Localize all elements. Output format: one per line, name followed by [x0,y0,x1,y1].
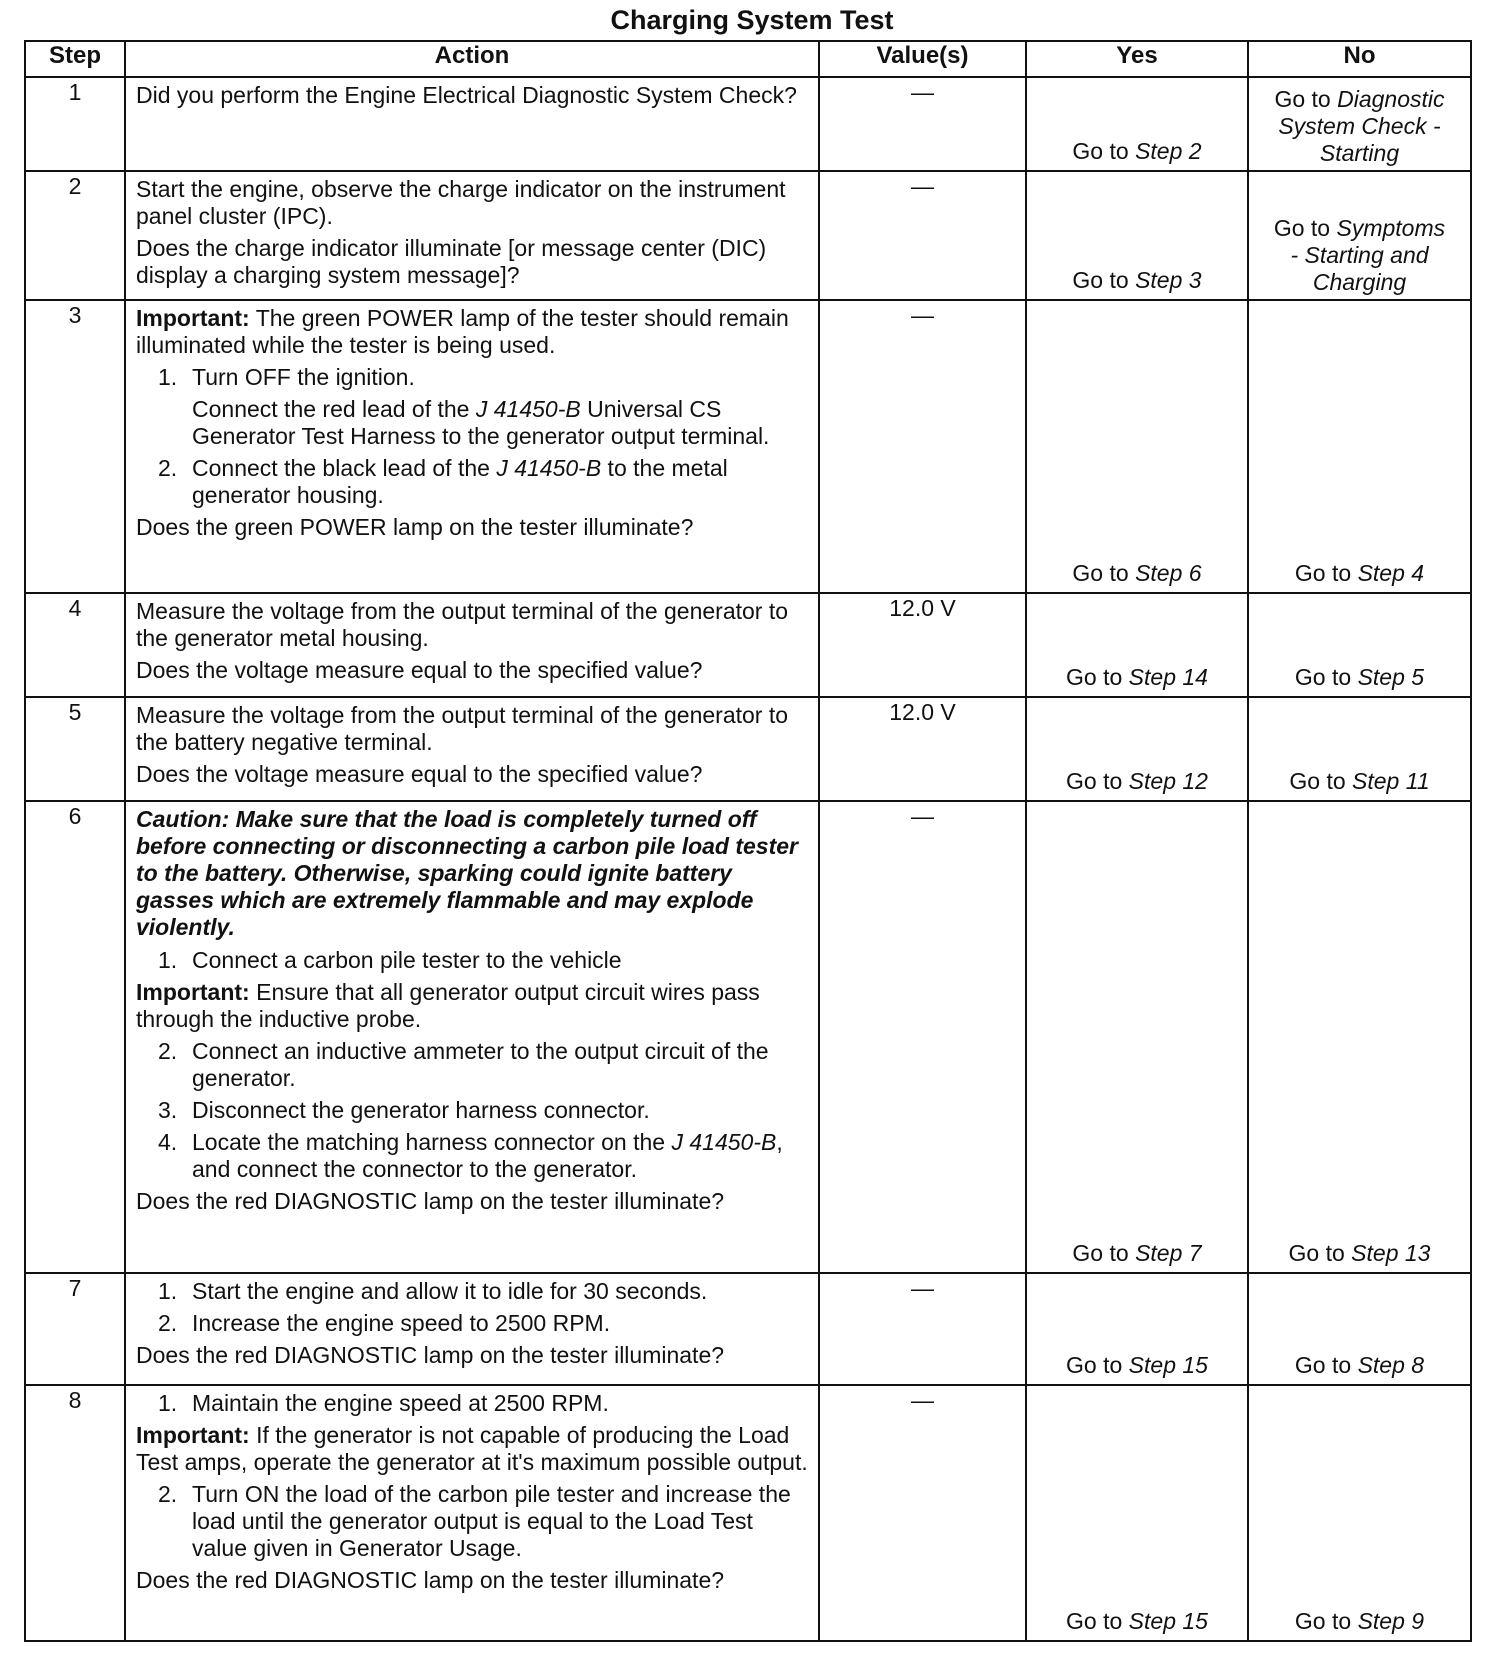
no-cell [1248,77,1471,171]
goto-target: Step 15 [1128,1352,1208,1378]
page-title: Charging System Test [610,5,894,35]
action-question: Does the voltage measure equal to the specified value? [136,761,703,787]
step-number: 4 [25,593,125,697]
value-cell: — [819,1385,1026,1641]
list-item: 3. Disconnect the generator harness connector. [158,1097,650,1123]
value-cell: 12.0 V [819,697,1026,801]
step-number: 5 [25,697,125,801]
action-question: Does the red DIAGNOSTIC lamp on the tester illuminate? [136,1567,725,1593]
goto-target: Step 5 [1357,664,1425,690]
table-row-step-2 [25,171,1471,300]
important-note: Important: Ensure that all generator output circuit wires pass through the inductive probe. [136,979,760,1032]
list-item: 1. Start the engine and allow it to idle for 30 seconds. [158,1278,708,1304]
no-cell [1248,593,1471,697]
goto-prefix: Go to [1273,215,1331,241]
goto-target: Symptoms [1336,215,1446,241]
goto-prefix: Go to [1294,1608,1352,1634]
list-item: 1. Connect a carbon pile tester to the vehicle [158,947,622,973]
value-cell: — [819,1273,1026,1385]
action-question: Does the voltage measure equal to the specified value? [136,657,703,683]
table-header-row [25,41,1471,77]
yes-cell [1026,1273,1248,1385]
goto-prefix: Go to [1072,267,1129,293]
caution-note: Caution: Make sure that the load is completely turned off before connecting or disconnecting a carbon pile load tester to the battery. Otherwise, sparking could ignite battery gasses which are extremely flammable and may explode violently. [136,806,799,940]
goto-target: Step 11 [1352,768,1430,794]
goto-prefix: Go to [1288,1240,1345,1266]
action-question: Does the red DIAGNOSTIC lamp on the tester illuminate? [136,1342,725,1368]
goto-prefix: Go to [1072,138,1129,164]
goto-prefix: Go to [1294,1352,1352,1378]
action-cell [125,593,819,697]
table-row-step-1 [25,77,1471,171]
goto-target: Diagnostic [1337,86,1445,112]
goto-target: Step 15 [1128,1608,1208,1634]
table-row-step-5 [25,697,1471,801]
goto-target: Step 6 [1135,560,1202,586]
no-cell [1248,1385,1471,1641]
action-question: Does the green POWER lamp on the tester illuminate? [136,514,694,540]
value-cell: — [819,300,1026,593]
goto-prefix: Go to [1066,1608,1123,1634]
goto-target: Step 9 [1357,1608,1425,1634]
action-question: Does the red DIAGNOSTIC lamp on the tester illuminate? [136,1188,725,1214]
goto-prefix: Go to [1066,664,1123,690]
goto-target-line: - Starting and [1290,242,1429,268]
list-item: 4. Locate the matching harness connector on the J 41450-B, and connect the connector to the generator. [158,1129,783,1182]
goto-prefix: Go to [1072,1240,1129,1266]
step-number: 2 [25,171,125,300]
list-item-detail: Connect the red lead of the J 41450-B Universal CS Generator Test Harness to the generator output terminal. [192,396,770,449]
charging-system-test-table [24,40,1472,1642]
goto-target: Step 2 [1135,138,1202,164]
table-row-step-7 [25,1273,1471,1385]
important-note: Important: The green POWER lamp of the tester should remain illuminated while the tester is being used. [136,305,789,358]
no-cell [1248,697,1471,801]
action-text: Start the engine, observe the charge indicator on the instrument panel cluster (IPC). [136,176,786,229]
list-item: 1. Maintain the engine speed at 2500 RPM. [158,1390,609,1416]
yes-cell [1026,171,1248,300]
goto-target-line: System Check - [1278,113,1441,139]
no-cell [1248,801,1471,1273]
yes-cell [1026,801,1248,1273]
step-number: 1 [25,77,125,171]
step-number: 7 [25,1273,125,1385]
list-item: 2. Turn ON the load of the carbon pile tester and increase the load until the generator output is equal to the Load Test value given in Generator Usage. [158,1481,791,1561]
goto-target-line: Starting [1319,140,1400,166]
goto-target: Step 12 [1128,768,1208,794]
goto-prefix: Go to [1294,664,1352,690]
table-row-step-3 [25,300,1471,593]
no-cell [1248,1273,1471,1385]
yes-cell [1026,593,1248,697]
yes-cell [1026,77,1248,171]
goto-target: Step 8 [1357,1352,1425,1378]
list-item: 2. Increase the engine speed to 2500 RPM. [158,1310,611,1336]
action-text: Measure the voltage from the output terminal of the generator to the generator metal housing. [136,598,789,651]
goto-prefix: Go to [1274,86,1331,112]
no-cell [1248,171,1471,300]
important-note: Important: If the generator is not capable of producing the Load Test amps, operate the generator at it's maximum possible output. [136,1422,808,1475]
goto-target: Step 13 [1351,1240,1431,1266]
yes-cell [1026,697,1248,801]
action-text: Did you perform the Engine Electrical Diagnostic System Check? [136,82,797,108]
goto-prefix: Go to [1289,768,1346,794]
action-cell [125,801,819,1273]
no-cell [1248,300,1471,593]
action-cell [125,1273,819,1385]
yes-cell [1026,1385,1248,1641]
list-item: 2. Connect an inductive ammeter to the output circuit of the generator. [158,1038,769,1091]
goto-prefix: Go to [1066,768,1123,794]
value-cell: — [819,801,1026,1273]
goto-prefix: Go to [1294,560,1352,586]
goto-prefix: Go to [1072,560,1129,586]
table-row-step-8 [25,1385,1471,1641]
action-cell [125,1385,819,1641]
table-row-step-6 [25,801,1471,1273]
list-item: 1. Turn OFF the ignition. [158,364,415,390]
goto-prefix: Go to [1066,1352,1123,1378]
table-row-step-4 [25,593,1471,697]
goto-target-line: Charging [1312,269,1407,295]
action-text: Measure the voltage from the output terminal of the generator to the battery negative terminal. [136,702,789,755]
column-header-values: Value(s) [819,41,1026,77]
list-item: 2. Connect the black lead of the J 41450-B to the metal generator housing. [158,455,728,508]
step-number: 6 [25,801,125,1273]
action-cell [125,171,819,300]
column-header-step: Step [25,41,125,77]
action-cell [125,77,819,171]
column-header-action: Action [125,41,819,77]
yes-cell [1026,300,1248,593]
action-cell [125,697,819,801]
column-header-no: No [1248,41,1471,77]
goto-target: Step 4 [1357,560,1425,586]
goto-target: Step 7 [1135,1240,1202,1266]
value-cell: — [819,77,1026,171]
goto-target: Step 3 [1135,267,1202,293]
step-number: 3 [25,300,125,593]
column-header-yes: Yes [1026,41,1248,77]
step-number: 8 [25,1385,125,1641]
action-cell [125,300,819,593]
action-question: Does the charge indicator illuminate [or message center (DIC) display a charging system message]? [136,235,767,288]
value-cell: 12.0 V [819,593,1026,697]
value-cell: — [819,171,1026,300]
goto-target: Step 14 [1128,664,1208,690]
